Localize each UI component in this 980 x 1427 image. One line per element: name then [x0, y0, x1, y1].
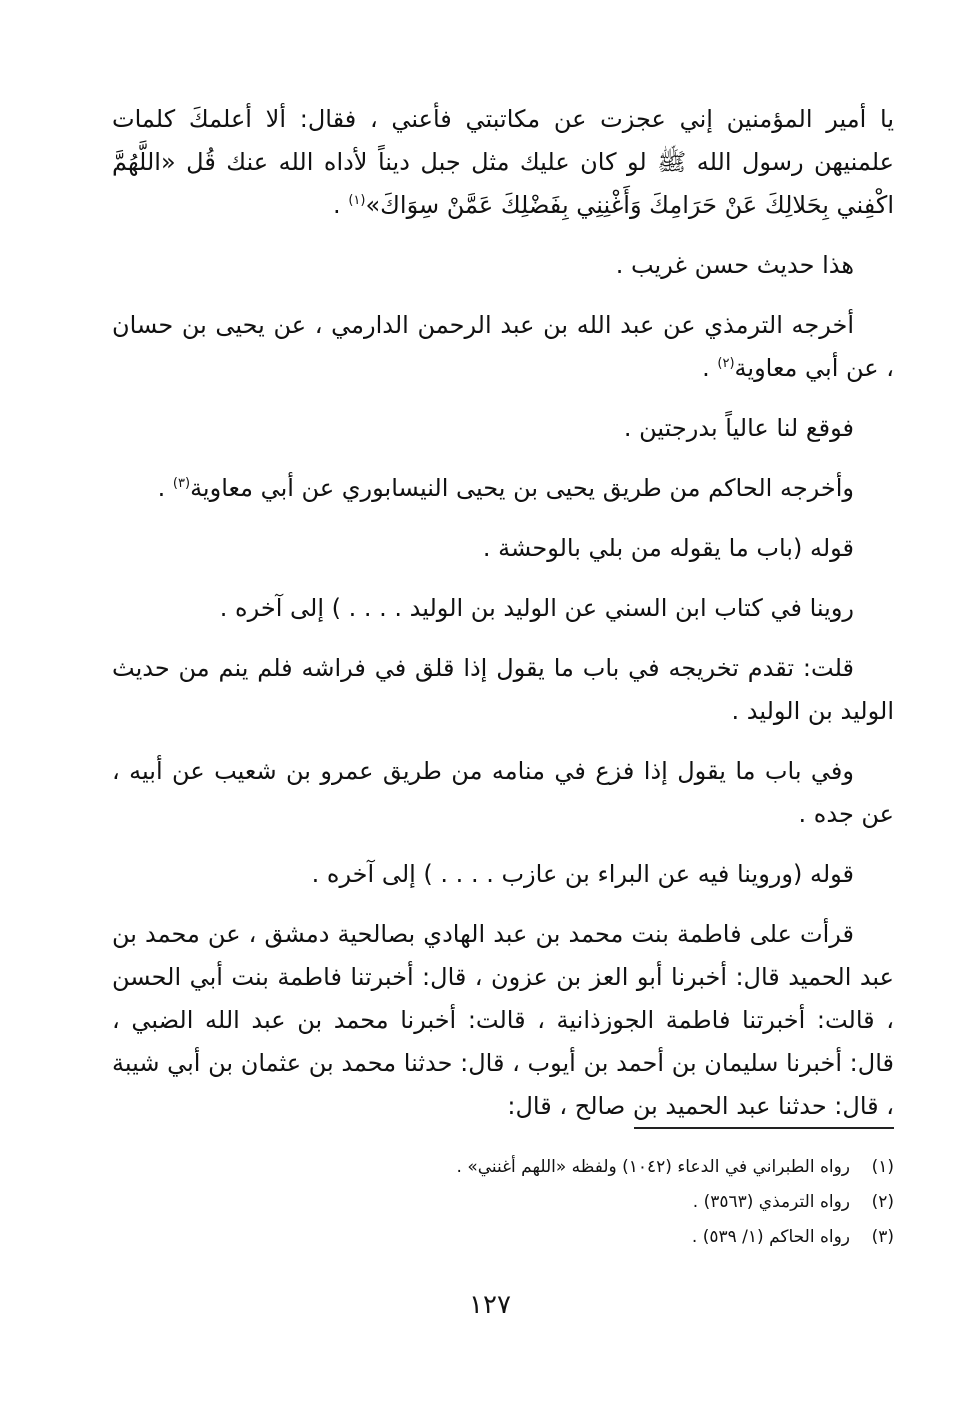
footnote-ref-1: (١) [348, 193, 366, 208]
paragraph-8-text: قلت: تقدم تخريجه في باب ما يقول إذا قلق في فراشه فلم ينم من حديث الوليد بن الوليد . [112, 654, 894, 725]
footnote-divider [634, 1127, 894, 1129]
footnote-2-text: رواه الترمذي (٣٥٦٣) . [692, 1192, 850, 1212]
paragraph-3-text: أخرجه الترمذي عن عبد الله بن عبد الرحمن الدارمي ، عن يحيى بن حسان ، عن أبي معاوية [112, 311, 894, 382]
paragraph-1-end: . [333, 191, 349, 219]
footnotes [112, 1150, 894, 1255]
footnote-2 [112, 1185, 894, 1220]
footnote-1 [112, 1150, 894, 1185]
footnote-3 [112, 1220, 894, 1255]
paragraph-8 [112, 647, 894, 733]
paragraph-11 [112, 913, 894, 1128]
footnote-1-text: رواه الطبراني في الدعاء (١٠٤٢) ولفظه «اللهم أغنني» . [456, 1157, 850, 1177]
paragraph-1-text: يا أمير المؤمنين إني عجزت عن مكاتبتي فأعني ، فقال: ألا أعلمكَ كلمات علمنيهن رسول الله ﷺ لو كان عليك مثل جبل ديناً لأداه الله عنك قُل «اللَّهُمَّ اكْفِني بِحَلالِكَ عَنْ حَرَامِكَ وَأَغْنِنِي بِفَضْلِكَ عَمَّنْ سِوَاكَ» [112, 105, 894, 219]
paragraph-1 [112, 98, 894, 227]
footnote-3-text: رواه الحاكم (١/ ٥٣٩) . [691, 1227, 850, 1247]
paragraph-3-end: . [702, 354, 718, 382]
footnote-2-number: (٢) [871, 1192, 894, 1212]
paragraph-10 [112, 853, 894, 896]
paragraph-5-text: وأخرجه الحاكم من طريق يحيى بن يحيى النيسابوري عن أبي معاوية [190, 474, 854, 502]
paragraph-5 [112, 467, 894, 510]
footnote-3-number: (٣) [871, 1227, 894, 1247]
paragraph-2-text: هذا حديث حسن غريب . [615, 251, 854, 279]
paragraph-10-text: قوله (وروينا فيه عن البراء بن عازب . . . . ) إلى آخره . [311, 860, 854, 888]
paragraph-7 [112, 587, 894, 630]
paragraph-6 [112, 527, 894, 570]
paragraph-9 [112, 750, 894, 836]
footnote-1-number: (١) [871, 1157, 894, 1177]
paragraph-7-text: روينا في كتاب ابن السني عن الوليد بن الوليد . . . . ) إلى آخره . [219, 594, 854, 622]
paragraph-5-end: . [157, 474, 173, 502]
paragraph-3 [112, 304, 894, 390]
page-number: ١٢٧ [469, 1290, 511, 1320]
paragraph-11-text: قرأت على فاطمة بنت محمد بن عبد الهادي بصالحية دمشق ، عن محمد بن عبد الحميد قال: أخبرنا أبو العز بن عزون ، قال: أخبرتنا فاطمة بنت أبي الحسن ، قالت: أخبرتنا فاطمة الجوزذانية ، قالت: أخبرنا محمد بن عبد الله الضبي ، قال: أخبرنا سليمان بن أحمد بن أيوب ، قال: حدثنا محمد بن عثمان بن أبي شيبة ، قال: حدثنا عبد الحميد بن صالح ، قال: [112, 920, 894, 1120]
paragraph-9-text: وفي باب ما يقول إذا فزع في منامه من طريق عمرو بن شعيب عن أبيه ، عن جده . [112, 757, 894, 828]
main-text [112, 98, 894, 1145]
paragraph-4-text: فوقع لنا عالياً بدرجتين . [623, 414, 854, 442]
paragraph-2 [112, 244, 894, 287]
footnote-ref-3: (٣) [172, 476, 191, 491]
paragraph-4 [112, 407, 894, 450]
paragraph-6-text: قوله (باب ما يقوله من بلي بالوحشة . [482, 534, 854, 562]
footnote-ref-2: (٢) [717, 356, 735, 371]
